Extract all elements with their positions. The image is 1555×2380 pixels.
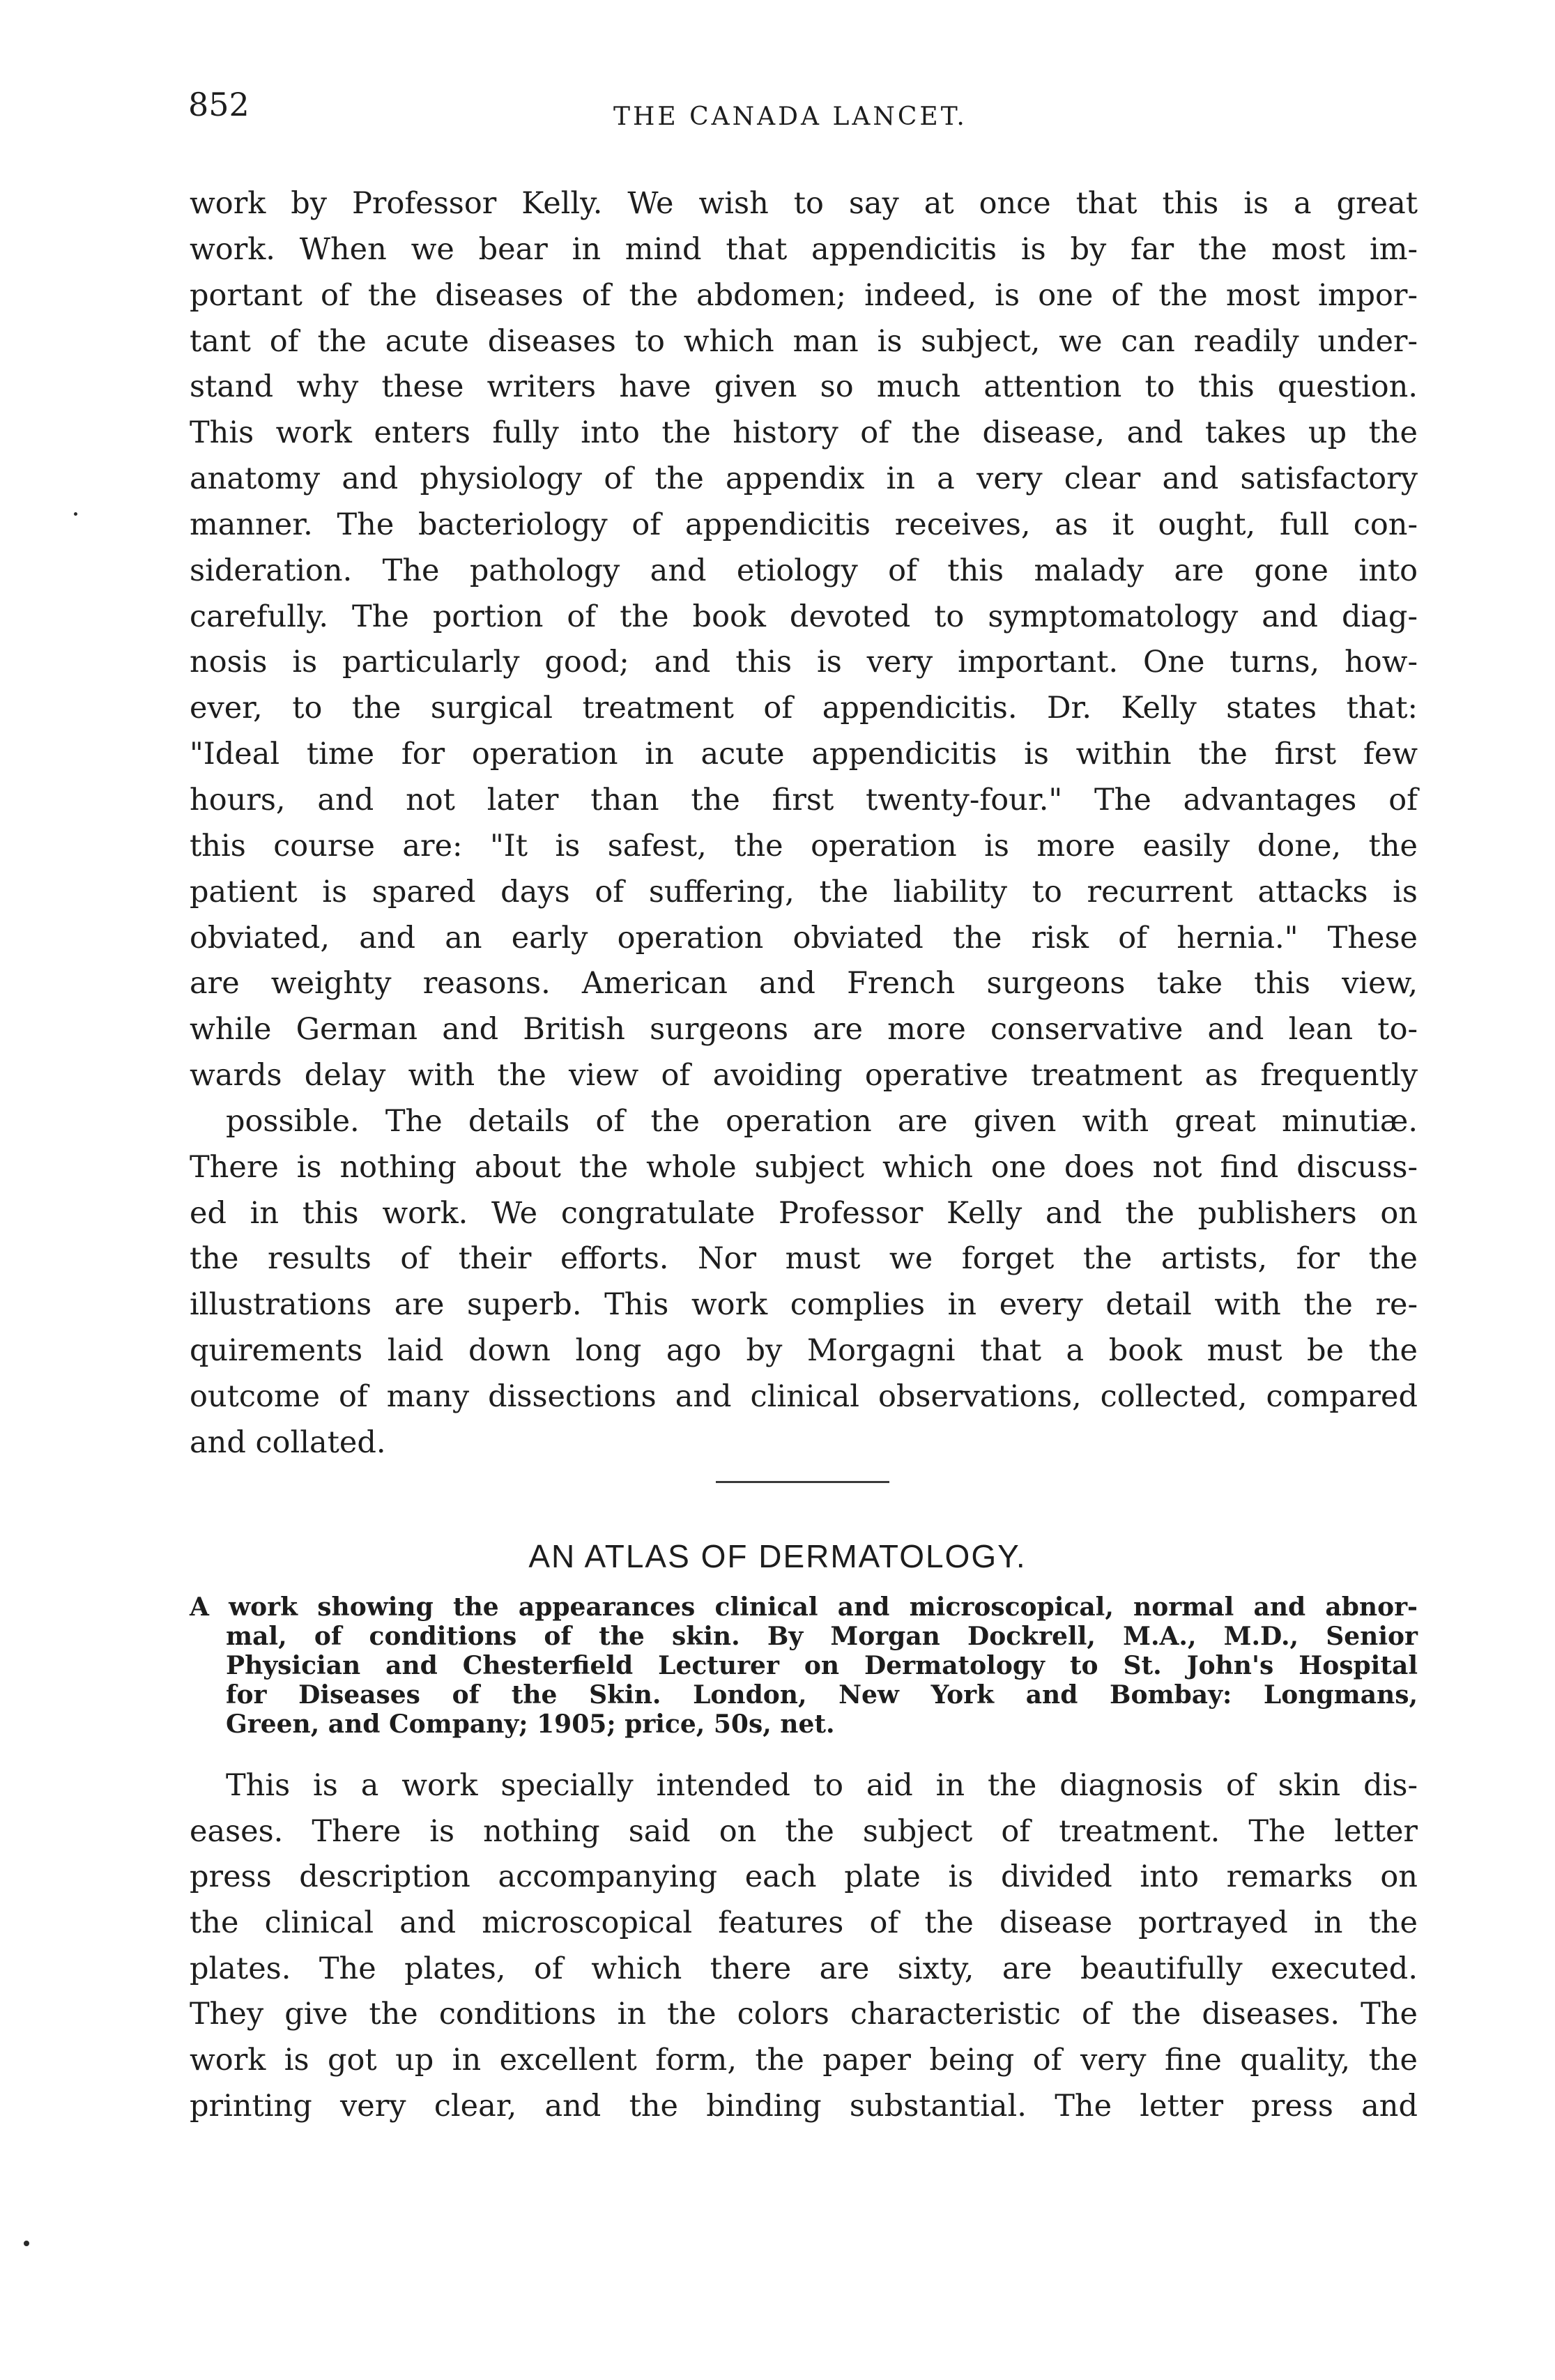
text-line: the results of their efforts. Nor must we forget the artists, for the <box>190 1241 1418 1277</box>
text-line: work by Professor Kelly. We wish to say at once that this is a great <box>190 186 1418 221</box>
text-line: ed in this work. We congratulate Professor Kelly and the publishers on <box>190 1195 1418 1231</box>
text-line: This work enters fully into the history of the disease, and takes up the <box>190 415 1418 451</box>
margin-speck <box>74 512 77 516</box>
text-line: ever, to the surgical treatment of appendicitis. Dr. Kelly states that: <box>190 691 1418 726</box>
text-line: printing very clear, and the binding substantial. The letter press and <box>190 2088 1418 2124</box>
citation-line: for Diseases of the Skin. London, New York and Bombay: Longmans, <box>226 1680 1418 1710</box>
text-line: wards delay with the view of avoiding operative treatment as frequently <box>190 1058 1418 1093</box>
text-line: the clinical and microscopical features of the disease portrayed in the <box>190 1905 1418 1941</box>
text-line: stand why these writers have given so much attention to this question. <box>190 369 1418 405</box>
text-line: possible. The details of the operation are given with great minutiæ. <box>226 1103 1418 1139</box>
text-line: They give the conditions in the colors characteristic of the diseases. The <box>190 1997 1418 2032</box>
text-line: sideration. The pathology and etiology of this malady are gone into <box>190 553 1418 588</box>
citation-line: A work showing the appearances clinical and microscopical, normal and abnor- <box>190 1592 1418 1622</box>
text-line: illustrations are superb. This work complies in every detail with the re- <box>190 1287 1418 1323</box>
text-line: work is got up in excellent form, the paper being of very fine quality, the <box>190 2043 1418 2078</box>
text-line: are weighty reasons. American and French surgeons take this view, <box>190 966 1418 1001</box>
text-line: press description accompanying each plate is divided into remarks on <box>190 1859 1418 1895</box>
text-line: nosis is particularly good; and this is very important. One turns, how- <box>190 645 1418 680</box>
text-line: portant of the diseases of the abdomen; indeed, is one of the most impor- <box>190 277 1418 313</box>
text-line: manner. The bacteriology of appendicitis receives, as it ought, full con- <box>190 507 1418 542</box>
text-line: patient is spared days of suffering, the liability to recurrent attacks is <box>190 874 1418 909</box>
text-line: eases. There is nothing said on the subject of treatment. The letter <box>190 1813 1418 1849</box>
page-number: 852 <box>188 86 250 123</box>
text-line: and collated. <box>190 1425 386 1460</box>
book-citation <box>190 1592 1418 1739</box>
review-atlas-body <box>190 1763 1418 2130</box>
text-line: This is a work specially intended to aid in the diagnosis of skin dis- <box>226 1768 1418 1803</box>
text-line: tant of the acute diseases to which man is subject, we can readily under- <box>190 323 1418 359</box>
running-head: THE CANADA LANCET. <box>613 102 967 131</box>
text-line: obviated, and an early operation obviated the risk of hernia." These <box>190 920 1418 955</box>
section-title: AN ATLAS OF DERMATOLOGY. <box>528 1538 1027 1574</box>
text-line: while German and British surgeons are more conservative and lean to- <box>190 1012 1418 1047</box>
citation-line: Physician and Chesterfield Lecturer on Dermatology to St. John's Hospital <box>226 1651 1418 1680</box>
citation-line: mal, of conditions of the skin. By Morgan Dockrell, M.A., M.D., Senior <box>226 1622 1418 1651</box>
text-line: carefully. The portion of the book devoted to symptomatology and diag- <box>190 599 1418 634</box>
margin-speck <box>24 2241 29 2246</box>
text-line: this course are: "It is safest, the operation is more easily done, the <box>190 828 1418 863</box>
citation-line: Green, and Company; 1905; price, 50s, net. <box>226 1710 835 1739</box>
review-kelly-body <box>190 181 1418 1466</box>
text-line: work. When we bear in mind that appendicitis is by far the most im- <box>190 231 1418 267</box>
text-line: outcome of many dissections and clinical observations, collected, compared <box>190 1379 1418 1414</box>
text-line: anatomy and physiology of the appendix in a very clear and satisfactory <box>190 461 1418 497</box>
text-line: quirements laid down long ago by Morgagni that a book must be the <box>190 1333 1418 1369</box>
section-divider <box>716 1481 889 1483</box>
text-line: There is nothing about the whole subject which one does not find discuss- <box>190 1149 1418 1185</box>
text-line: "Ideal time for operation in acute appendicitis is within the first few <box>190 737 1418 772</box>
text-line: plates. The plates, of which there are sixty, are beautifully executed. <box>190 1951 1418 1986</box>
text-line: hours, and not later than the first twenty-four." The advantages of <box>190 782 1418 817</box>
